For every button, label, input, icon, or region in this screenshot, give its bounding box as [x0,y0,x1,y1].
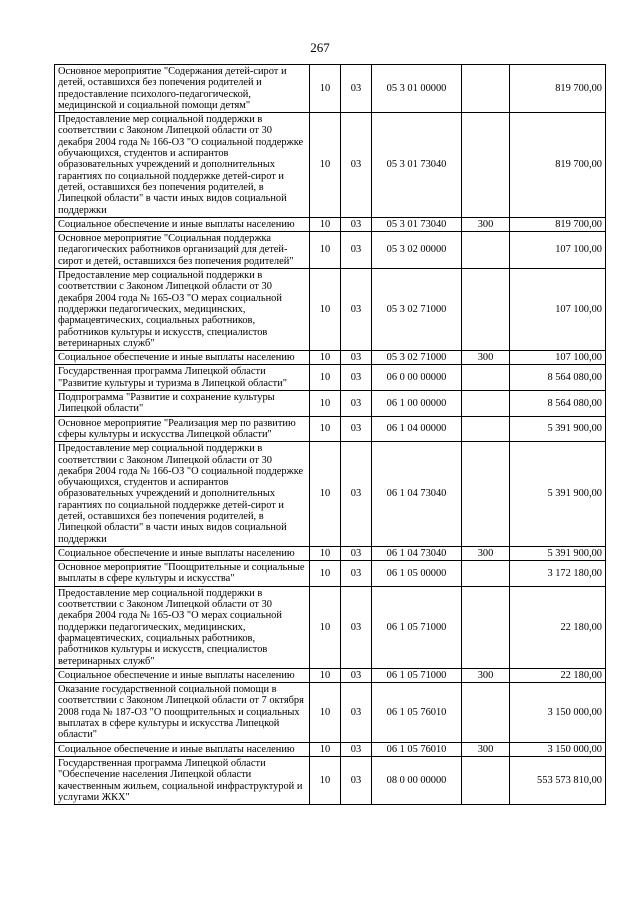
cell-target-article: 06 1 04 73040 [372,442,462,547]
cell-amount: 819 700,00 [510,113,606,218]
table-row [55,351,606,365]
cell-amount: 5 391 900,00 [510,442,606,547]
cell-name: Социальное обеспечение и иные выплаты населению [55,742,310,756]
table-row [55,586,606,668]
cell-amount: 8 564 080,00 [510,391,606,417]
cell-name: Предоставление мер социальной поддержки в соответствии с Законом Липецкой области от 30 декабря 2004 года № 165-ОЗ "О мерах социальной поддержки педагогических, медицинских, фармацевтических, социальных работников, работников культуры и искусств, специалистов ветеринарных служб" [55,269,310,351]
cell-section: 10 [310,113,341,218]
cell-target-article: 06 1 05 71000 [372,586,462,668]
cell-amount: 22 180,00 [510,668,606,682]
cell-section: 10 [310,742,341,756]
cell-name: Предоставление мер социальной поддержки в соответствии с Законом Липецкой области от 30 декабря 2004 года № 166-ОЗ "О социальной поддержке обучающихся, студентов и аспирантов образовательных учреждений и дополнительных гарантиях по социальной поддержке детей-сирот и детей, оставшихся без попечения родителей, в Липецкой области" в части иных видов социальной поддержки [55,442,310,547]
cell-expense-type [462,561,510,587]
table-row [55,442,606,547]
table-row [55,113,606,218]
cell-subsection: 03 [341,416,372,442]
table-row [55,391,606,417]
cell-expense-type [462,65,510,113]
cell-subsection: 03 [341,65,372,113]
cell-amount: 107 100,00 [510,269,606,351]
cell-name: Подпрограмма "Развитие и сохранение культуры Липецкой области" [55,391,310,417]
cell-target-article: 05 3 01 00000 [372,65,462,113]
cell-section: 10 [310,217,341,231]
cell-subsection: 03 [341,232,372,269]
cell-section: 10 [310,391,341,417]
cell-name: Основное мероприятие "Содержания детей-сирот и детей, оставшихся без попечения родителей и предоставление психолого-педагогической, медицинской и социальной помощи детям" [55,65,310,113]
cell-expense-type [462,391,510,417]
cell-name: Основное мероприятие "Реализация мер по развитию сферы культуры и искусства Липецкой области" [55,416,310,442]
cell-target-article: 06 1 05 71000 [372,668,462,682]
cell-target-article: 05 3 02 71000 [372,351,462,365]
cell-section: 10 [310,232,341,269]
table-row [55,416,606,442]
cell-section: 10 [310,365,341,391]
cell-section: 10 [310,586,341,668]
cell-expense-type: 300 [462,217,510,231]
cell-expense-type: 300 [462,546,510,560]
cell-target-article: 06 0 00 00000 [372,365,462,391]
cell-subsection: 03 [341,742,372,756]
cell-subsection: 03 [341,683,372,742]
budget-table [54,64,606,805]
cell-target-article: 06 1 00 00000 [372,391,462,417]
table-row [55,65,606,113]
cell-expense-type [462,269,510,351]
table-row [55,546,606,560]
cell-name: Предоставление мер социальной поддержки в соответствии с Законом Липецкой области от 30 декабря 2004 года № 165-ОЗ "О мерах социальной поддержки педагогических, медицинских, фармацевтических, социальных работников, работников культуры и искусств, специалистов ветеринарных служб" [55,586,310,668]
cell-amount: 3 172 180,00 [510,561,606,587]
cell-name: Социальное обеспечение и иные выплаты населению [55,546,310,560]
cell-target-article: 06 1 05 76010 [372,683,462,742]
cell-target-article: 06 1 04 73040 [372,546,462,560]
table-row [55,232,606,269]
table-row [55,365,606,391]
cell-section: 10 [310,65,341,113]
cell-target-article: 06 1 05 76010 [372,742,462,756]
cell-target-article: 05 3 02 71000 [372,269,462,351]
cell-expense-type [462,442,510,547]
table-row [55,756,606,804]
cell-name: Социальное обеспечение и иные выплаты населению [55,668,310,682]
cell-target-article: 06 1 04 00000 [372,416,462,442]
table-row [55,561,606,587]
cell-section: 10 [310,668,341,682]
cell-section: 10 [310,269,341,351]
cell-name: Государственная программа Липецкой области "Обеспечение населения Липецкой области качественным жильем, социальной инфраструктурой и услугами ЖКХ" [55,756,310,804]
table-row [55,683,606,742]
cell-section: 10 [310,416,341,442]
cell-amount: 107 100,00 [510,232,606,269]
cell-subsection: 03 [341,217,372,231]
table-row [55,269,606,351]
cell-section: 10 [310,561,341,587]
cell-subsection: 03 [341,113,372,218]
table-row [55,668,606,682]
table-body [55,65,606,805]
cell-target-article: 06 1 05 00000 [372,561,462,587]
cell-name: Оказание государственной социальной помощи в соответствии с Законом Липецкой области от 7 октября 2008 года № 187-ОЗ "О поощрительных и социальных выплатах в сфере культуры и искусства Липецкой области" [55,683,310,742]
cell-target-article: 05 3 02 00000 [372,232,462,269]
cell-target-article: 05 3 01 73040 [372,113,462,218]
cell-name: Государственная программа Липецкой области "Развитие культуры и туризма в Липецкой области" [55,365,310,391]
cell-expense-type [462,232,510,269]
cell-expense-type: 300 [462,668,510,682]
cell-amount: 8 564 080,00 [510,365,606,391]
cell-subsection: 03 [341,442,372,547]
cell-subsection: 03 [341,365,372,391]
cell-amount: 553 573 810,00 [510,756,606,804]
cell-section: 10 [310,351,341,365]
cell-expense-type: 300 [462,742,510,756]
cell-subsection: 03 [341,561,372,587]
cell-subsection: 03 [341,668,372,682]
cell-expense-type [462,416,510,442]
cell-expense-type [462,365,510,391]
cell-expense-type [462,113,510,218]
cell-section: 10 [310,683,341,742]
cell-amount: 819 700,00 [510,65,606,113]
cell-section: 10 [310,546,341,560]
cell-amount: 3 150 000,00 [510,742,606,756]
cell-section: 10 [310,442,341,547]
cell-target-article: 05 3 01 73040 [372,217,462,231]
cell-name: Социальное обеспечение и иные выплаты населению [55,217,310,231]
cell-amount: 3 150 000,00 [510,683,606,742]
cell-subsection: 03 [341,756,372,804]
cell-amount: 107 100,00 [510,351,606,365]
cell-name: Основное мероприятие "Поощрительные и социальные выплаты в сфере культуры и искусства" [55,561,310,587]
cell-target-article: 08 0 00 00000 [372,756,462,804]
cell-amount: 5 391 900,00 [510,546,606,560]
table-row [55,217,606,231]
cell-subsection: 03 [341,546,372,560]
cell-expense-type [462,756,510,804]
cell-amount: 5 391 900,00 [510,416,606,442]
cell-name: Социальное обеспечение и иные выплаты населению [55,351,310,365]
cell-subsection: 03 [341,586,372,668]
cell-expense-type [462,683,510,742]
page-number: 267 [310,40,330,55]
cell-amount: 22 180,00 [510,586,606,668]
cell-subsection: 03 [341,351,372,365]
table-row [55,742,606,756]
cell-subsection: 03 [341,391,372,417]
cell-subsection: 03 [341,269,372,351]
cell-expense-type: 300 [462,351,510,365]
cell-section: 10 [310,756,341,804]
cell-name: Предоставление мер социальной поддержки в соответствии с Законом Липецкой области от 30 декабря 2004 года № 166-ОЗ "О социальной поддержке обучающихся, студентов и аспирантов образовательных учреждений и дополнительных гарантиях по социальной поддержке детей-сирот и детей, оставшихся без попечения родителей, в Липецкой области" в части иных видов социальной поддержки [55,113,310,218]
cell-expense-type [462,586,510,668]
cell-name: Основное мероприятие "Социальная поддержка педагогических работников организаций для детей-сирот и детей, оставшихся без попечения родителей" [55,232,310,269]
cell-amount: 819 700,00 [510,217,606,231]
